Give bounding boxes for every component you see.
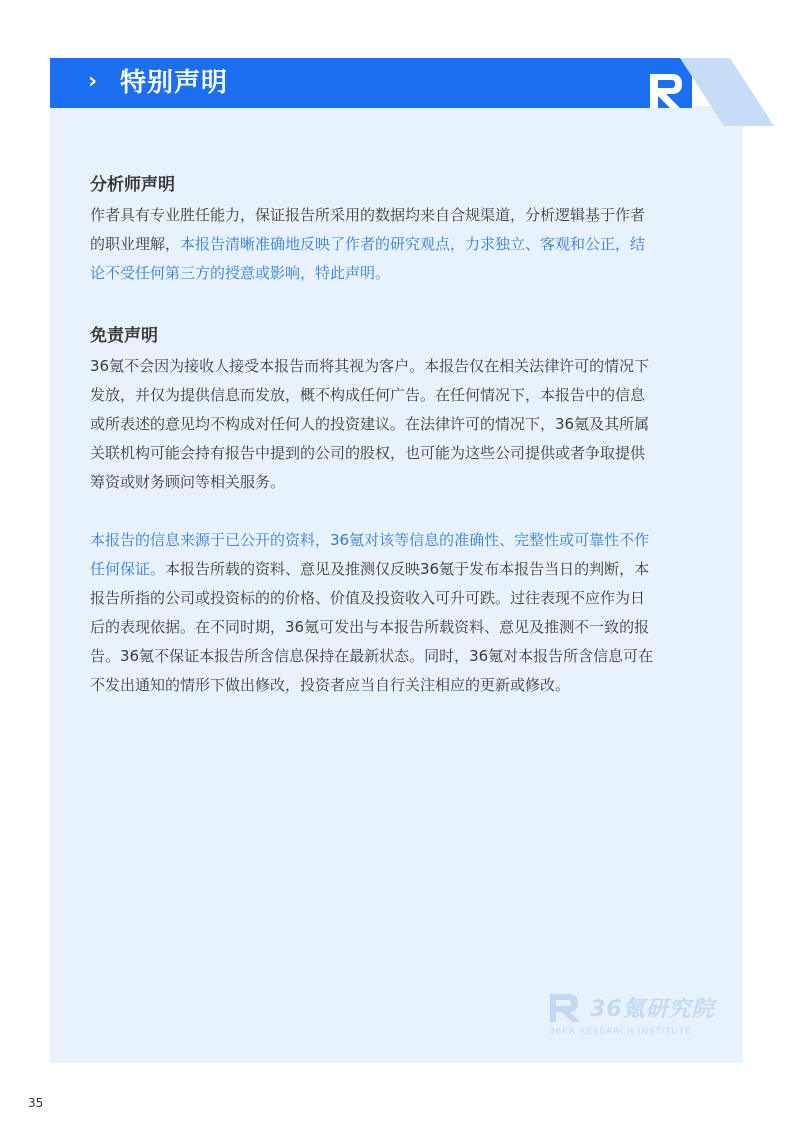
text-line: [90, 642, 702, 671]
body-text: 作者具有专业胜任能力，保证报告所采用的数据均来自合规渠道，分析逻辑基于作者: [90, 206, 646, 224]
body-text: 或所表述的意见均不构成对任何人的投资建议。在法律许可的情况下，36氪及其所属: [90, 415, 650, 433]
disclaimer-heading: 免责声明: [90, 326, 158, 346]
watermark-cn: 36氪研究院: [590, 997, 715, 1022]
text-line: [90, 555, 702, 584]
text-line: [90, 259, 702, 288]
chevron-right-icon: ›: [88, 69, 98, 94]
text-line: [90, 381, 702, 410]
analyst-statement-heading: 分析师声明: [90, 175, 175, 195]
text-line: [90, 352, 702, 381]
highlighted-text: 本报告的信息来源于已公开的资料，36氪对该等信息的准确性、完整性或可靠性不作: [90, 531, 650, 549]
analyst-statement-text: [90, 201, 702, 288]
page-title: 特别声明: [120, 68, 229, 98]
body-text: 后的表现依据。在不同时期，36氪可发出与本报告所载资料、意见及推测不一致的报: [90, 618, 650, 636]
disclaimer-paragraph-2: [90, 526, 702, 700]
body-text: 关联机构可能会持有报告中提到的公司的股权，也可能为这些公司提供或者争取提供: [90, 444, 646, 462]
text-line: [90, 671, 702, 700]
text-line: [90, 230, 702, 259]
page-number: 35: [28, 1096, 44, 1110]
body-text: 本报告所载的资料、意见及推测仅反映36氪于发布本报告当日的判断，本: [165, 560, 650, 578]
highlighted-text: 论不受任何第三方的授意或影响，特此声明。: [90, 264, 391, 282]
text-line: [90, 584, 702, 613]
body-text: 不发出通知的情形下做出修改，投资者应当自行关注相应的更新或修改。: [90, 676, 571, 694]
disclaimer-paragraph-1: [90, 352, 702, 497]
highlighted-text: 任何保证。: [90, 560, 166, 578]
body-text: 报告所指的公司或投资标的的价格、价值及投资收入可升可跌。过往表现不应作为日: [90, 589, 646, 607]
text-line: [90, 439, 702, 468]
brand-corner-logo-icon: [600, 58, 780, 130]
text-line: [90, 201, 702, 230]
body-text: 发放，并仅为提供信息而发放，概不构成任何广告。在任何情况下，本报告中的信息: [90, 386, 646, 404]
watermark-en: 36KR RESEARCH INSTITUTE: [549, 1027, 692, 1037]
text-line: [90, 468, 702, 497]
body-text: 的职业理解，: [90, 235, 181, 253]
text-line: [90, 613, 702, 642]
text-line: [90, 526, 702, 555]
text-line: [90, 410, 702, 439]
highlighted-text: 本报告清晰准确地反映了作者的研究观点，力求独立、客观和公正，结: [180, 235, 646, 253]
body-text: 筹资或财务顾问等相关服务。: [90, 473, 286, 491]
body-text: 36氪不会因为接收人接受本报告而将其视为客户。本报告仅在相关法律许可的情况下: [90, 357, 650, 375]
body-text: 告。36氪不保证本报告所含信息保持在最新状态。同时，36氪对本报告所含信息可在: [90, 647, 654, 665]
